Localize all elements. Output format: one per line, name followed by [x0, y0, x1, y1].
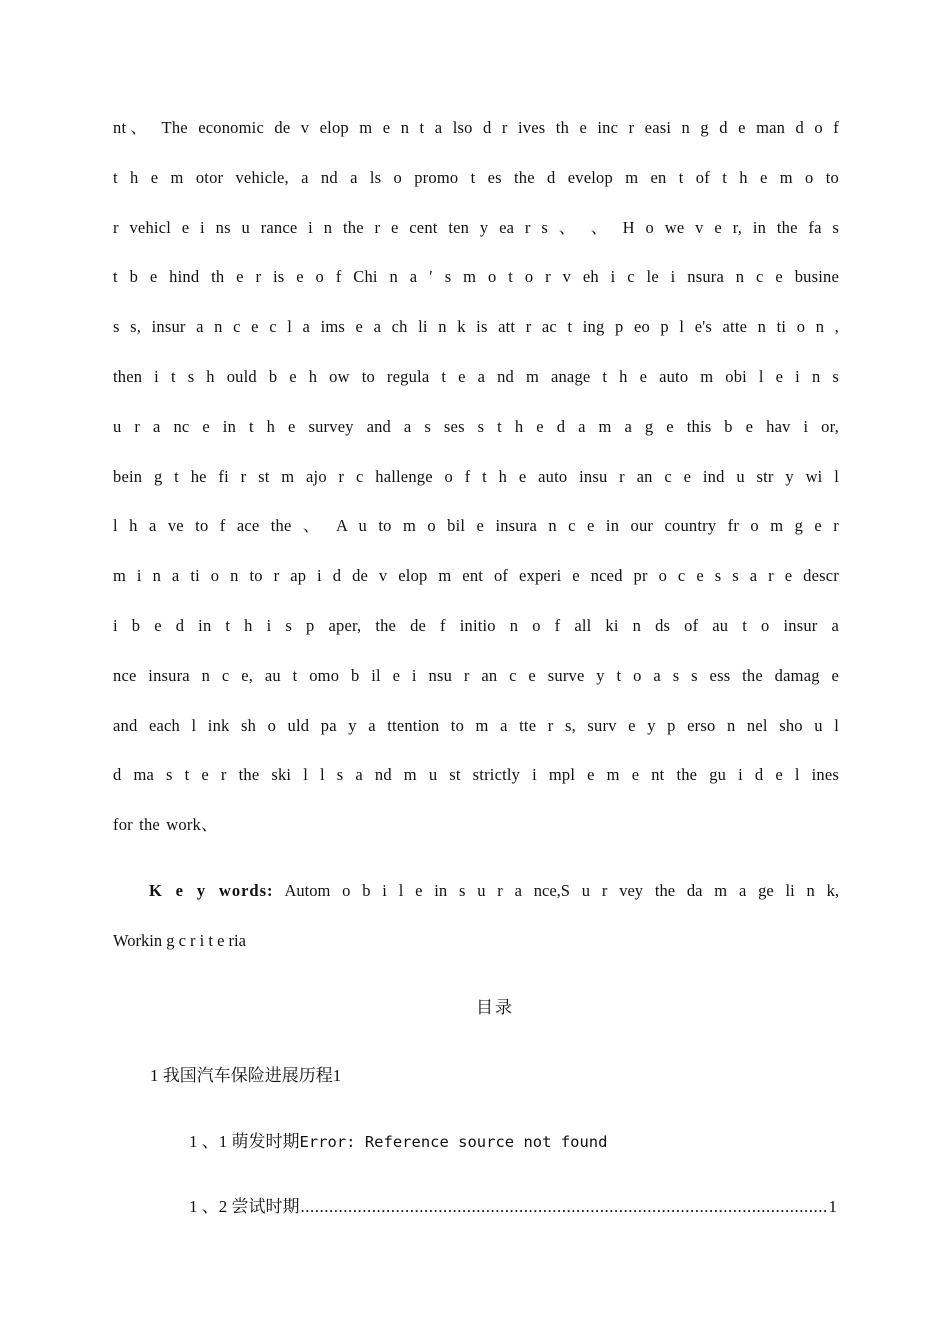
abstract-line: r vehicl e i ns u rance i n the r e cent ten y ea r s 、 、 H o we v e r, in the fa s	[113, 217, 839, 237]
toc-item[interactable]	[189, 1127, 607, 1152]
keywords-line	[113, 926, 839, 976]
abstract-line: m i n a ti o n to r ap i d de v elop m ent of experi e nced pr o c e s s a r e descr	[113, 566, 839, 586]
abstract-line: then i t s h ould b e h ow to regula t e a nd m anage t h e auto m obi l e i n s	[113, 366, 839, 386]
abstract-line: s s, insur a n c e c l a ims e a ch li n k is att r ac t ing p eo p l e's atte n ti o n ,	[113, 317, 839, 337]
abstract-line: nce insura n c e, au t omo b il e i nsu r an c e surve y t o a s s ess the damag e	[113, 665, 839, 685]
keywords-line	[113, 876, 839, 926]
toc-item-label: 1 我国汽车保险进展历程1	[150, 1066, 342, 1085]
abstract-line: i b e d in t h i s p aper, the de f initio n o f all ki n ds of au t o insur a	[113, 615, 839, 635]
toc-item-label: 1 、1 萌发时期	[189, 1132, 300, 1151]
abstract-line: and each l ink sh o uld pa y a ttention to m a tte r s, surv e y p erso n nel sho u l	[113, 715, 839, 735]
abstract-line: l h a ve to f ace the 、 A u to m o bil e insura n c e in our country fr o m g e r	[113, 516, 839, 536]
toc-title: 目录	[476, 998, 514, 1017]
abstract-line: t b e hind th e r is e o f Chi n a ′ s m o t o r v eh i c le i nsura n c e busine	[113, 267, 839, 287]
toc-item-label: 1 、2 尝试时期	[189, 1197, 300, 1216]
keywords-block	[113, 876, 839, 976]
abstract-line: for the work、	[113, 815, 218, 835]
abstract-line: bein g t he fi r st m ajo r c hallenge o f t h e auto insu r an c e ind u str y wi l	[113, 466, 839, 486]
toc-item[interactable]	[150, 1061, 341, 1086]
abstract-line: t h e m otor vehicle, a nd a ls o promo t es the d evelop m en t of t h e m o to	[113, 167, 839, 187]
abstract-body	[113, 112, 839, 859]
keywords-value: Autom o b i l e in s u r a nce,S u r vey the da m a ge li n k,	[284, 881, 839, 900]
keywords-value: Workin g c r i t e ria	[113, 931, 246, 950]
toc-item[interactable]	[189, 1192, 837, 1217]
toc-dot-leader	[301, 1197, 828, 1217]
abstract-line: nt、 The economic de v elop m e n t a lso d r ives th e inc r easi n g d e man d o f	[113, 118, 839, 137]
keywords-label: K e y words:	[149, 881, 274, 900]
abstract-line: d ma s t e r the ski l l s a nd m u st strictly i mpl e m e nt the gu i d e l ines	[113, 765, 839, 785]
toc-page-number: 1	[828, 1197, 837, 1216]
abstract-line: u r a nc e in t h e survey and a s ses s t h e d a m a g e this b e hav i or,	[113, 416, 839, 436]
reference-error-text: Error: Reference source not found	[299, 1133, 608, 1151]
